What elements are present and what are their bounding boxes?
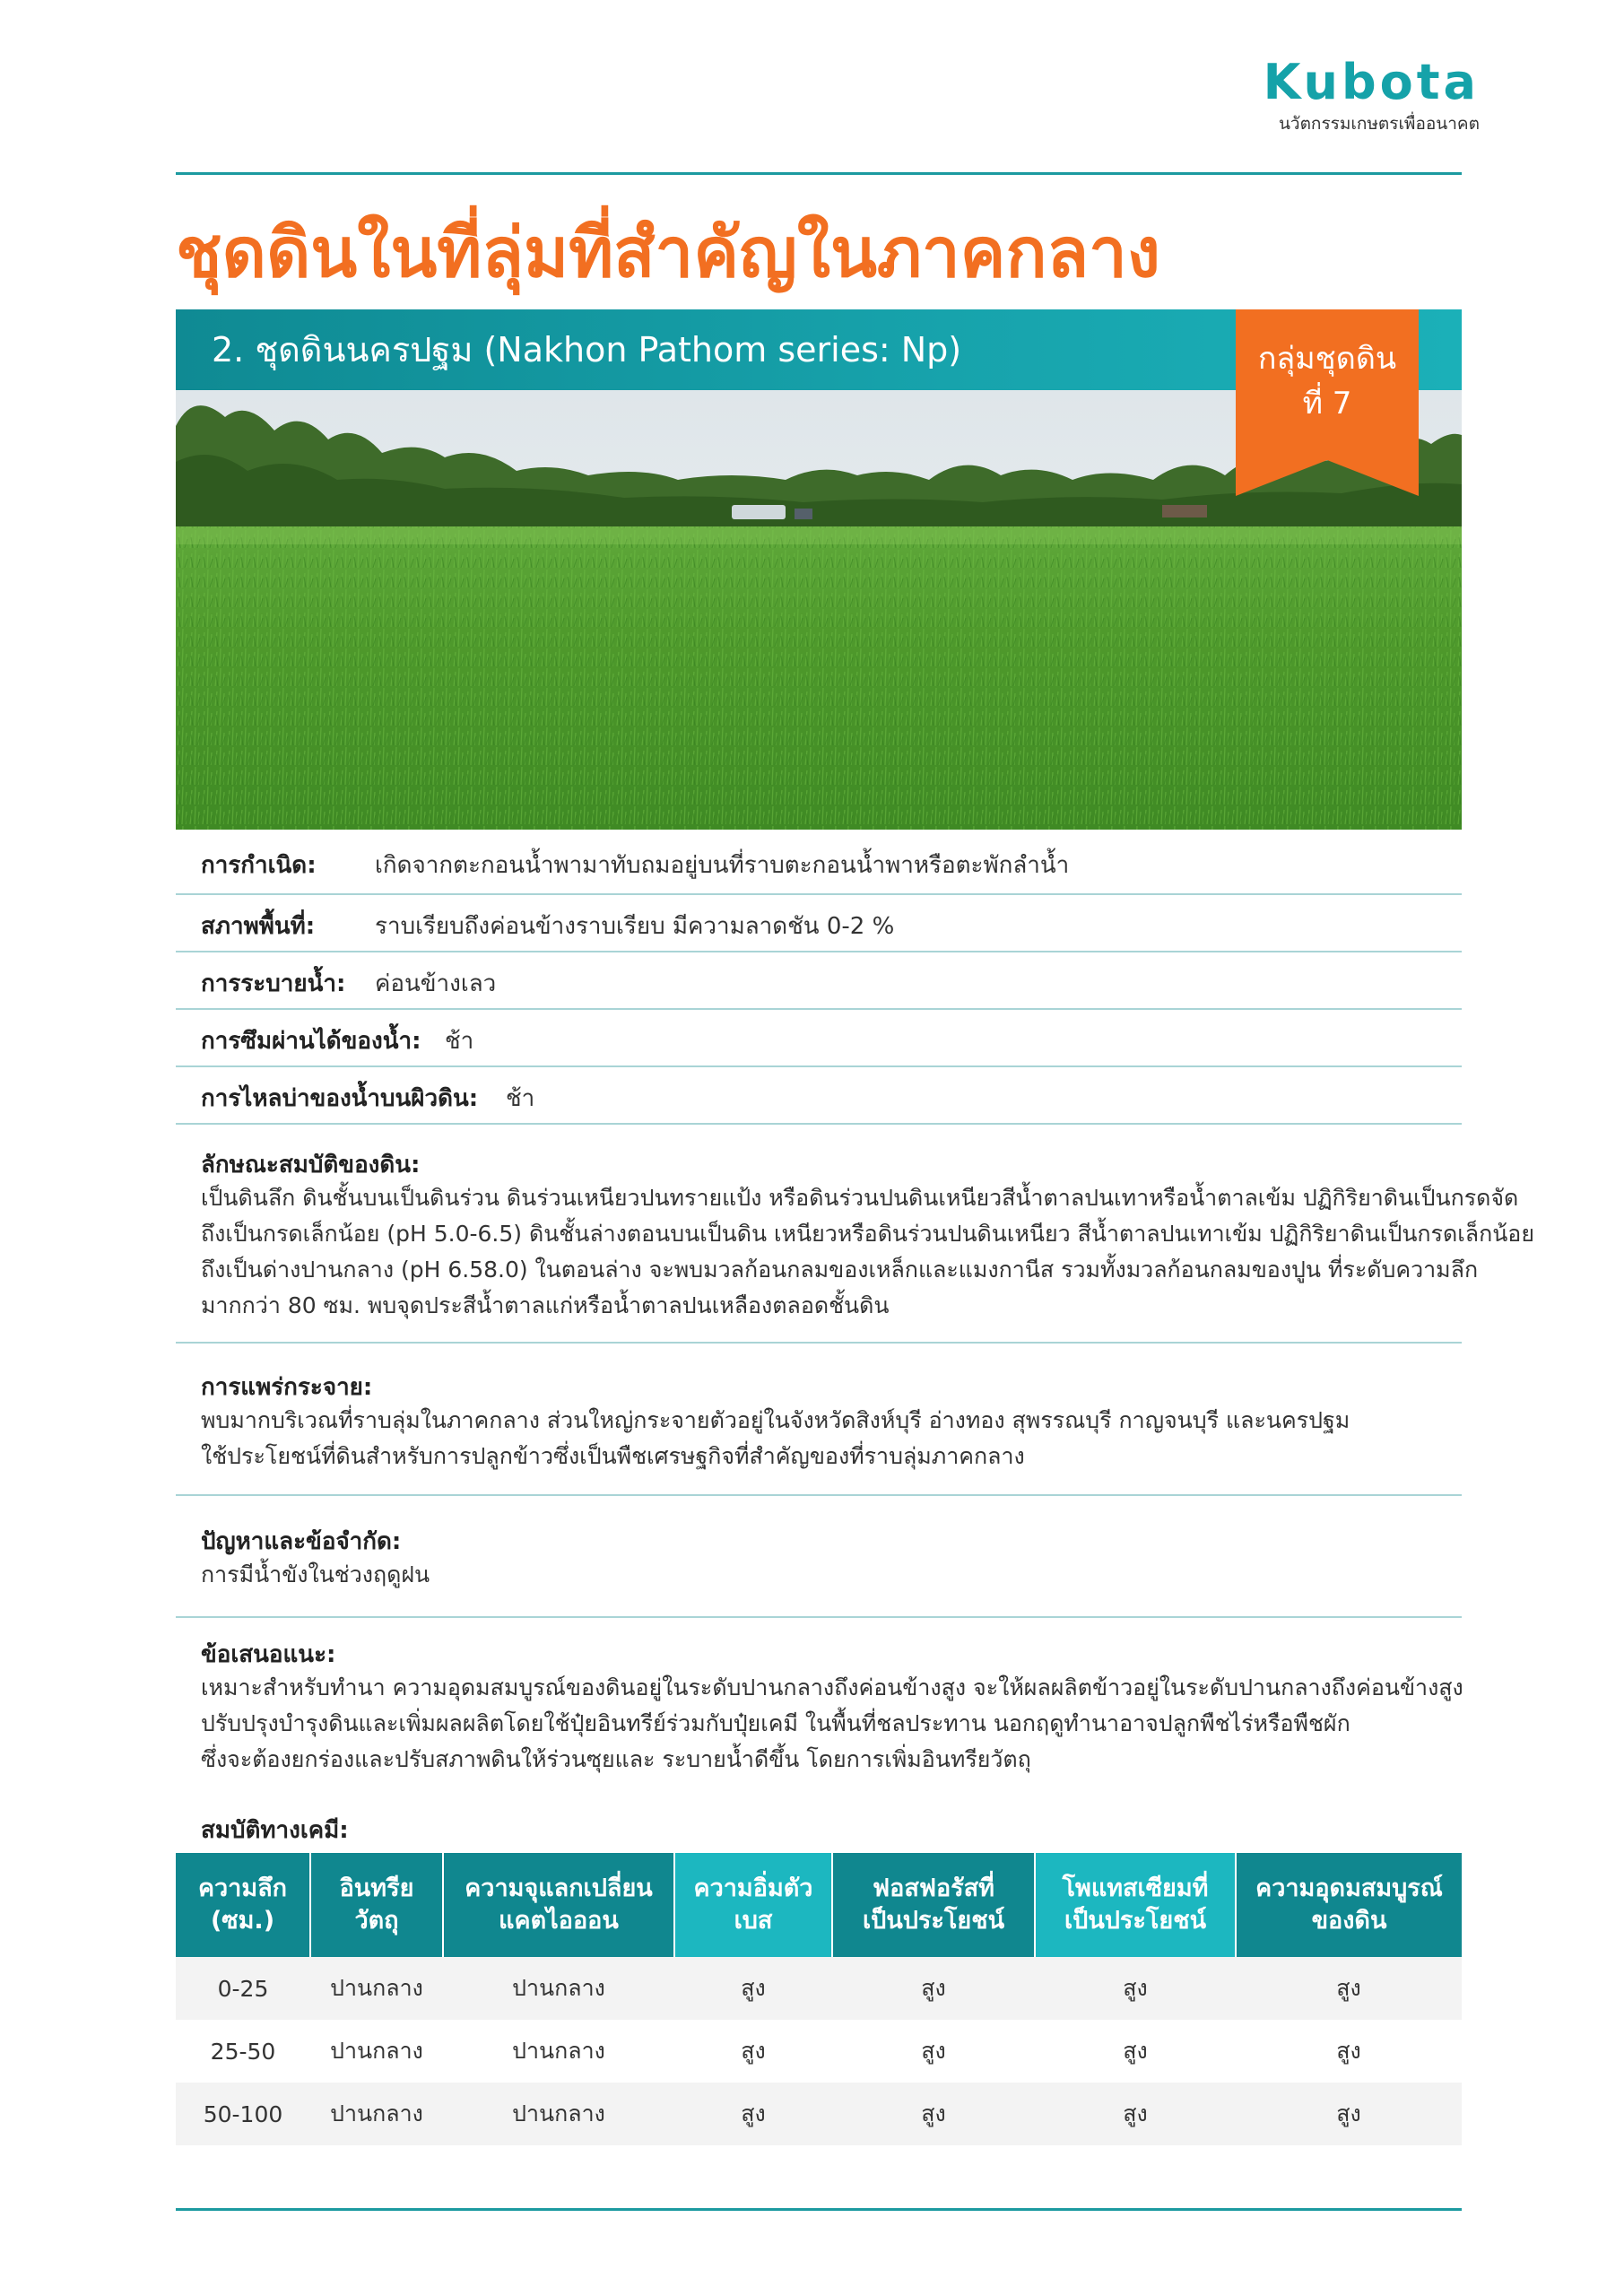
section-line: การมีน้ำขังในช่วงฤดูฝน	[201, 1561, 430, 1587]
section-line: พบมากบริเวณที่ราบลุ่มในภาคกลาง ส่วนใหญ่กระจายตัวอยู่ในจังหวัดสิงห์บุรี อ่างทอง สุพรรณบุรี กาญจนบุรี และนครปฐม	[201, 1407, 1350, 1433]
attr-label: การซึมผ่านได้ของน้ำ:	[201, 1028, 421, 1055]
header-divider	[176, 172, 1462, 175]
limitations-section	[176, 1496, 1462, 1616]
section-line: ใช้ประโยชน์ที่ดินสำหรับการปลูกข้าวซึ่งเป็นพืชเศรษฐกิจที่สำคัญของที่ราบลุ่มภาคกลาง	[201, 1443, 1025, 1469]
cell-base-saturation: สูง	[674, 2083, 832, 2145]
attr-value: เกิดจากตะกอนน้ำพามาทับถมอยู่บนที่ราบตะกอนน้ำพาหรือตะพักลำน้ำ	[375, 852, 1070, 879]
cell-base-saturation: สูง	[674, 2020, 832, 2083]
table-row	[176, 1957, 1462, 2020]
table-header-row	[176, 1853, 1462, 1957]
cell-fertility: สูง	[1236, 2020, 1462, 2083]
suggestions-section	[176, 1618, 1462, 1797]
col-header-base-saturation: ความอิ่มตัว เบส	[674, 1853, 832, 1957]
page-title: ชุดดินในที่ลุ่มที่สำคัญในภาคกลาง	[176, 213, 1160, 292]
attr-row-drainage	[176, 952, 1462, 1010]
soil-group-line1: กลุ่มชุดดิน	[1257, 341, 1397, 377]
section-heading: ข้อเสนอแนะ:	[201, 1641, 336, 1668]
cell-phosphorus: สูง	[832, 2020, 1035, 2083]
logo-tagline: นวัตกรรมเกษตรเพื่ออนาคต	[1278, 114, 1480, 134]
section-line: เหมาะสำหรับทำนา ความอุดมสมบูรณ์ของดินอยู่ในระดับปานกลางถึงค่อนข้างสูง จะให้ผลผลิตข้าวอยู่ในระดับปานกลางถึงค่อนข้างสูง	[201, 1674, 1463, 1700]
cell-organic-matter: ปานกลาง	[310, 1957, 443, 2020]
logo-wordmark: Kubota	[1263, 54, 1480, 110]
cell-cec: ปานกลาง	[443, 2020, 674, 2083]
cell-phosphorus: สูง	[832, 2083, 1035, 2145]
attr-label: การระบายน้ำ:	[201, 970, 346, 997]
attr-row-runoff	[176, 1067, 1462, 1125]
table-row	[176, 2020, 1462, 2083]
col-header-fertility: ความอุดมสมบูรณ์ ของดิน	[1236, 1853, 1462, 1957]
soil-group-label	[1236, 336, 1419, 426]
soil-group-badge	[1236, 309, 1419, 496]
attr-value: ค่อนข้างเลว	[375, 970, 497, 997]
cell-potassium: สูง	[1035, 2020, 1236, 2083]
col-header-potassium: โพแทสเซียมที่ เป็นประโยชน์	[1035, 1853, 1236, 1957]
cell-depth: 50-100	[176, 2083, 310, 2145]
table-row	[176, 2083, 1462, 2145]
cell-cec: ปานกลาง	[443, 1957, 674, 2020]
cell-fertility: สูง	[1236, 2083, 1462, 2145]
cell-potassium: สูง	[1035, 1957, 1236, 2020]
attr-row-permeability	[176, 1010, 1462, 1067]
cell-organic-matter: ปานกลาง	[310, 2020, 443, 2083]
section-line: ถึงเป็นด่างปานกลาง (pH 6.58.0) ในตอนล่าง จะพบมวลก้อนกลมของเหล็กและแมงกานีส รวมทั้งมวลก้อนกลมของปูน ที่ระดับความลึก	[201, 1257, 1479, 1283]
section-heading: สมบัติทางเคมี:	[201, 1817, 349, 1844]
cell-organic-matter: ปานกลาง	[310, 2083, 443, 2145]
section-line: ซึ่งจะต้องยกร่องและปรับสภาพดินให้ร่วนซุยและ ระบายน้ำดีขึ้น โดยการเพิ่มอินทรียวัตถุ	[201, 1746, 1031, 1772]
cell-potassium: สูง	[1035, 2083, 1236, 2145]
section-line: เป็นดินลึก ดินชั้นบนเป็นดินร่วน ดินร่วนเหนียวปนทรายแป้ง หรือดินร่วนปนดินเหนียวสีน้ำตาลปนเทาหรือน้ำตาลเข้ม ปฏิกิริยาดินเป็นกรดจัด	[201, 1185, 1519, 1211]
col-header-depth: ความลึก (ซม.)	[176, 1853, 310, 1957]
col-header-organic-matter: อินทรีย วัตถุ	[310, 1853, 443, 1957]
attr-value: ช้า	[506, 1085, 535, 1112]
kubota-logo	[1246, 56, 1480, 135]
section-heading: ลักษณะสมบัติของดิน:	[201, 1152, 421, 1178]
section-heading: ปัญหาและข้อจำกัด:	[201, 1528, 402, 1555]
series-title: 2. ชุดดินนครปฐม (Nakhon Pathom series: Np)	[212, 330, 962, 370]
col-header-phosphorus: ฟอสฟอรัสที่ เป็นประโยชน์	[832, 1853, 1035, 1957]
attr-row-terrain	[176, 895, 1462, 952]
cell-phosphorus: สูง	[832, 1957, 1035, 2020]
cell-depth: 0-25	[176, 1957, 310, 2020]
attr-label: สภาพพื้นที่:	[201, 913, 316, 940]
distribution-section	[176, 1344, 1462, 1496]
chemistry-table	[176, 1853, 1462, 2145]
section-line: ปรับปรุงบำรุงดินและเพิ่มผลผลิตโดยใช้ปุ๋ยอินทรีย์ร่วมกับปุ๋ยเคมี ในพื้นที่ชลประทาน นอกฤดูทำนาอาจปลูกพืชไร่หรือพืชผัก	[201, 1710, 1350, 1736]
cell-depth: 25-50	[176, 2020, 310, 2083]
cell-fertility: สูง	[1236, 1957, 1462, 2020]
attr-label: การไหลบ่าของน้ำบนผิวดิน:	[201, 1085, 479, 1112]
soil-group-line2: ที่ 7	[1302, 386, 1352, 422]
section-line: มากกว่า 80 ซม. พบจุดประสีน้ำตาลแก่หรือน้ำตาลปนเหลืองตลอดชั้นดิน	[201, 1292, 890, 1318]
section-line: ถึงเป็นกรดเล็กน้อย (pH 5.0-6.5) ดินชั้นล่างตอนบนเป็นดิน เหนียวหรือดินร่วนปนดินเหนียว สีน้ำตาลปนเทาเข้ม ปฏิกิริยาดินเป็นกรดเล็กน้อย	[201, 1221, 1534, 1247]
col-header-cec: ความจุแลกเปลี่ยน แคตไอออน	[443, 1853, 674, 1957]
soil-properties-section	[176, 1125, 1534, 1349]
cell-cec: ปานกลาง	[443, 2083, 674, 2145]
attr-label: การกำเนิด:	[201, 852, 317, 879]
attr-row-origin	[176, 834, 1462, 895]
attr-value: ช้า	[445, 1028, 474, 1055]
cell-base-saturation: สูง	[674, 1957, 832, 2020]
footer-divider	[176, 2208, 1462, 2211]
chemistry-section	[176, 1799, 1462, 1844]
attr-value: ราบเรียบถึงค่อนข้างราบเรียบ มีความลาดชัน 0-2 %	[375, 913, 895, 940]
section-heading: การแพร่กระจาย:	[201, 1374, 373, 1401]
